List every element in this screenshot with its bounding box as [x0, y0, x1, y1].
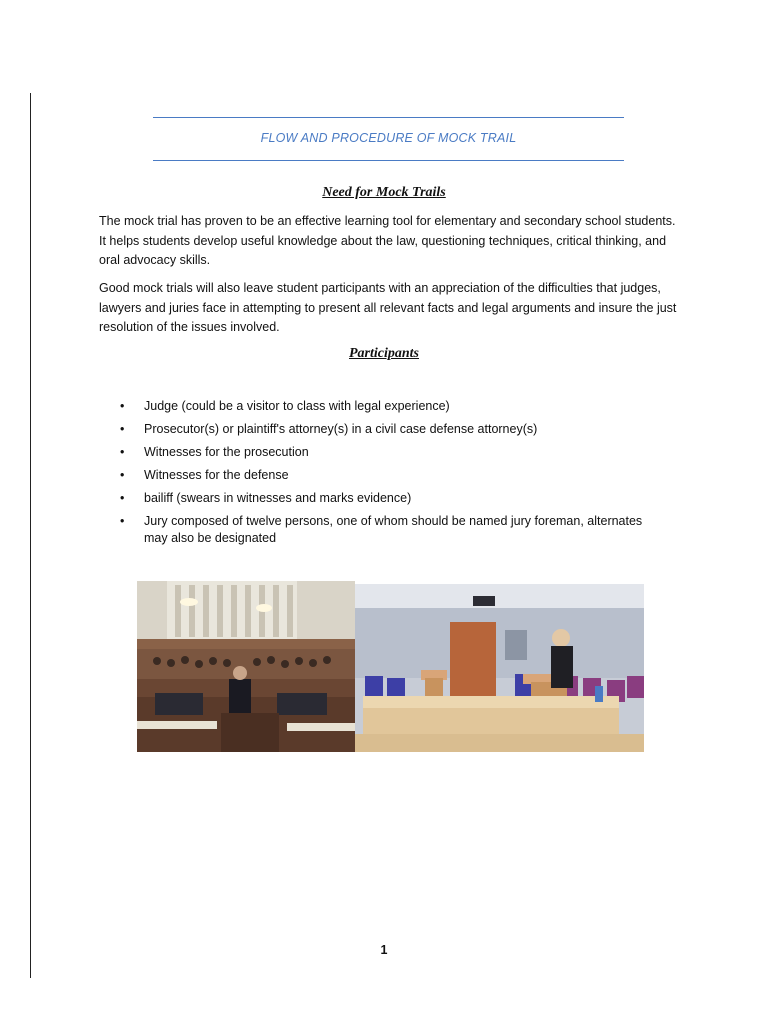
- list-item-text: Witnesses for the defense: [144, 468, 289, 482]
- list-item: [99, 398, 659, 415]
- section-heading-need: Need for Mock Trails: [322, 185, 446, 200]
- list-item: [99, 490, 659, 507]
- courtroom-photos: [137, 581, 644, 752]
- courtroom-photo-right: [355, 584, 644, 752]
- title-rule-top: [153, 117, 624, 118]
- title-rule-bottom: [153, 160, 624, 161]
- list-item: [99, 421, 659, 438]
- bullet: •: [120, 514, 125, 528]
- document-title: FLOW AND PROCEDURE OF MOCK TRAIL: [260, 131, 517, 145]
- paragraph-1: The mock trial has proven to be an effective learning tool for elementary and secondary school students. It helps students develop useful knowledge about the law, questioning techniques, critical thinking, and oral advocacy skills.: [99, 214, 676, 267]
- list-item: [99, 513, 659, 546]
- list-item: [99, 444, 659, 461]
- page-number: 1: [380, 943, 388, 957]
- page-margin-line: [30, 93, 31, 978]
- list-item-text: Judge (could be a visitor to class with legal experience): [144, 399, 450, 413]
- list-item-text: Prosecutor(s) or plaintiff's attorney(s) in a civil case defense attorney(s): [144, 422, 538, 436]
- bullet: •: [120, 445, 125, 459]
- bullet: •: [120, 491, 125, 505]
- list-item: [99, 467, 659, 484]
- paragraph-2: Good mock trials will also leave student participants with an appreciation of the difficulties that judges, lawyers and juries face in attempting to present all relevant facts and legal arguments and insure the just resolution of the issues involved.: [99, 281, 677, 334]
- bullet: •: [120, 468, 125, 482]
- list-item-text: bailiff (swears in witnesses and marks evidence): [144, 491, 412, 505]
- courtroom-photo-left: [137, 581, 355, 752]
- bullet: •: [120, 422, 125, 436]
- bullet: •: [120, 399, 125, 413]
- list-item-text: Witnesses for the prosecution: [144, 445, 309, 459]
- list-item-text: Jury composed of twelve persons, one of whom should be named jury foreman, alternates may also be designated: [144, 514, 643, 545]
- section-heading-participants: Participants: [348, 346, 419, 361]
- participants-list: [99, 398, 659, 553]
